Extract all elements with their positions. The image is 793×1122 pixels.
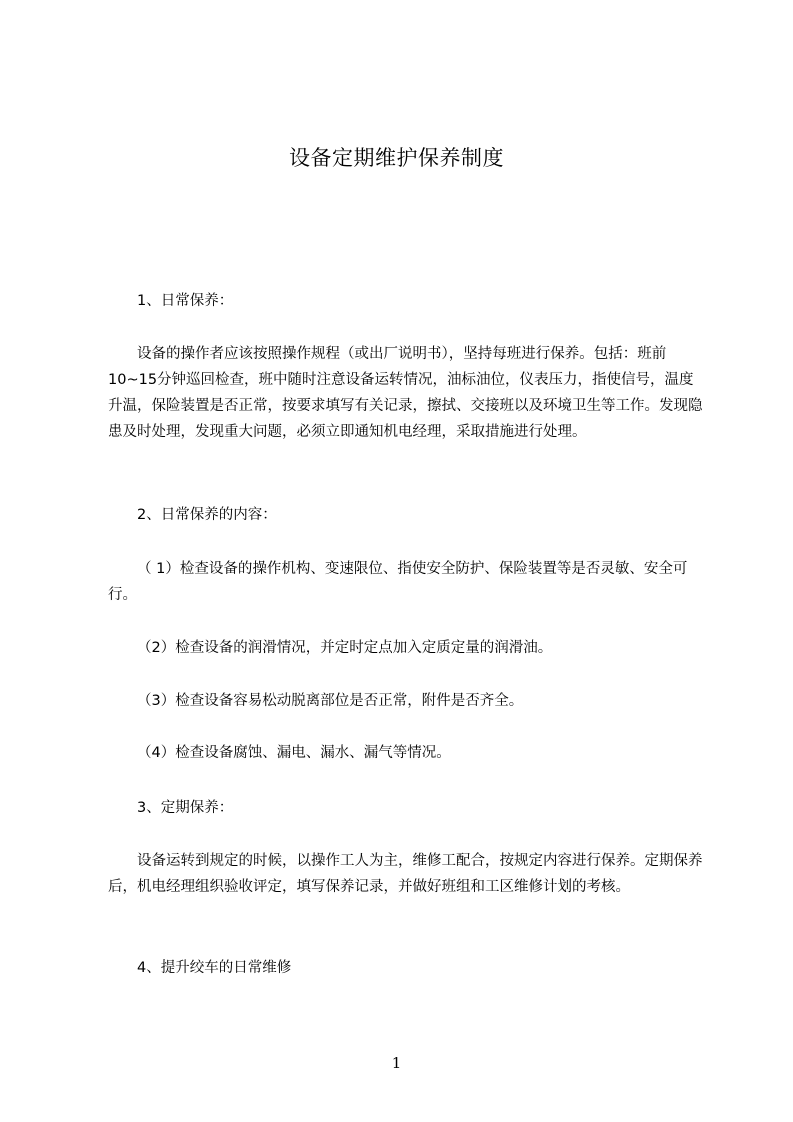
page-title: 设备定期维护保养制度 (289, 146, 504, 170)
list-item-2: （2）检查设备的润滑情况，并定时定点加入定质定量的润滑油。 (137, 640, 553, 656)
section-heading-daily-content: 2、日常保养的内容： (137, 507, 277, 523)
list-item-4: （4）检查设备腐蚀、漏电、漏水、漏气等情况。 (137, 745, 451, 761)
section-heading-periodic-maintenance: 3、定期保养： (137, 800, 234, 816)
section-heading-daily-maintenance: 1、日常保养： (137, 293, 234, 309)
page-number: 1 (391, 1054, 402, 1072)
paragraph-periodic-maintenance: 设备运转到规定的时候，以操作工人为主，维修工配合，按规定内容进行保养。定期保养后，机电经理组织验收评定，填写保养记录，并做好班组和工区维修计划的考核。 (108, 853, 703, 895)
list-item-3: （3）检查设备容易松动脱离部位是否正常，附件是否齐全。 (137, 693, 524, 709)
paragraph-daily-maintenance: 设备的操作者应该按照操作规程（或出厂说明书），坚持每班进行保养。包括：班前10~15分钟巡回检查，班中随时注意设备运转情况，油标油位，仪表压力，指使信号，温度升温，保险装置是否正常，按要求填写有关记录，擦拭、交接班以及环境卫生等工作。发现隐患及时处理，发现重大问题，必须立即通知机电经理，采取措施进行处理。 (108, 346, 703, 440)
section-heading-winch-maintenance: 4、提升绞车的日常维修 (137, 960, 292, 976)
list-item-1: （ 1）检查设备的操作机构、变速限位、指使安全防护、保险装置等是否灵敏、安全可行。 (108, 561, 688, 603)
